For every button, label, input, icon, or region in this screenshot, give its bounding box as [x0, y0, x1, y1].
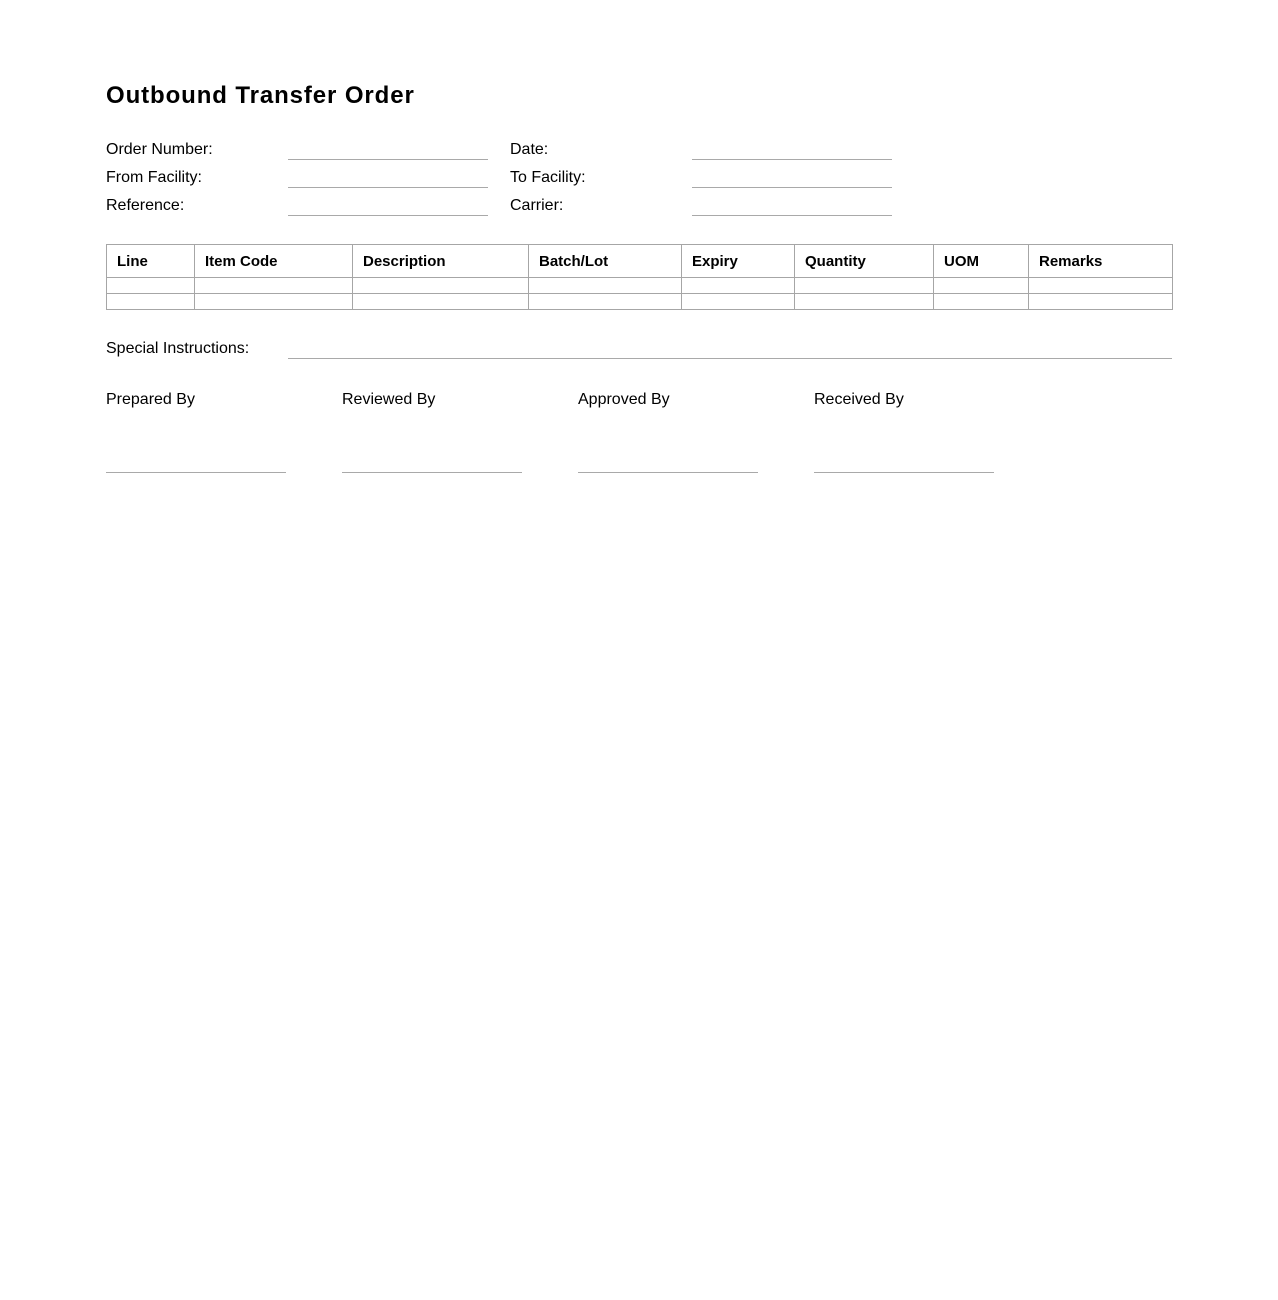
reference-label: Reference: — [106, 197, 185, 214]
column-header-description: Description — [353, 245, 529, 278]
column-header-item-code: Item Code — [195, 245, 353, 278]
table-cell[interactable] — [1029, 294, 1173, 310]
table-cell[interactable] — [529, 278, 682, 294]
page-title: Outbound Transfer Order — [106, 82, 415, 109]
carrier-label: Carrier: — [510, 197, 564, 214]
special-instructions-field[interactable] — [288, 358, 1172, 359]
special-instructions-label: Special Instructions: — [106, 340, 250, 357]
table-cell[interactable] — [1029, 278, 1173, 294]
table-cell[interactable] — [934, 278, 1029, 294]
items-table — [106, 244, 1173, 310]
received-by-label: Received By — [814, 391, 904, 408]
prepared-by-label: Prepared By — [106, 391, 195, 408]
table-cell[interactable] — [934, 294, 1029, 310]
table-row — [107, 278, 1173, 294]
table-cell[interactable] — [795, 278, 934, 294]
order-number-field[interactable] — [288, 159, 488, 160]
column-header-batch-lot: Batch/Lot — [529, 245, 682, 278]
approved-by-label: Approved By — [578, 391, 670, 408]
to-facility-field[interactable] — [692, 187, 892, 188]
from-facility-field[interactable] — [288, 187, 488, 188]
table-cell[interactable] — [107, 278, 195, 294]
table-cell[interactable] — [529, 294, 682, 310]
to-facility-label: To Facility: — [510, 169, 586, 186]
table-header-row — [107, 245, 1173, 278]
table-cell[interactable] — [195, 294, 353, 310]
from-facility-label: From Facility: — [106, 169, 202, 186]
column-header-quantity: Quantity — [795, 245, 934, 278]
prepared-by-signature-line[interactable] — [106, 472, 286, 473]
table-cell[interactable] — [795, 294, 934, 310]
column-header-remarks: Remarks — [1029, 245, 1173, 278]
date-field[interactable] — [692, 159, 892, 160]
reference-field[interactable] — [288, 215, 488, 216]
date-label: Date: — [510, 141, 549, 158]
column-header-line: Line — [107, 245, 195, 278]
column-header-expiry: Expiry — [682, 245, 795, 278]
order-number-label: Order Number: — [106, 141, 213, 158]
table-cell[interactable] — [195, 278, 353, 294]
column-header-uom: UOM — [934, 245, 1029, 278]
carrier-field[interactable] — [692, 215, 892, 216]
reviewed-by-label: Reviewed By — [342, 391, 436, 408]
received-by-signature-line[interactable] — [814, 472, 994, 473]
reviewed-by-signature-line[interactable] — [342, 472, 522, 473]
table-cell[interactable] — [682, 294, 795, 310]
approved-by-signature-line[interactable] — [578, 472, 758, 473]
table-cell[interactable] — [353, 294, 529, 310]
table-cell[interactable] — [107, 294, 195, 310]
table-row — [107, 294, 1173, 310]
table-cell[interactable] — [353, 278, 529, 294]
table-cell[interactable] — [682, 278, 795, 294]
